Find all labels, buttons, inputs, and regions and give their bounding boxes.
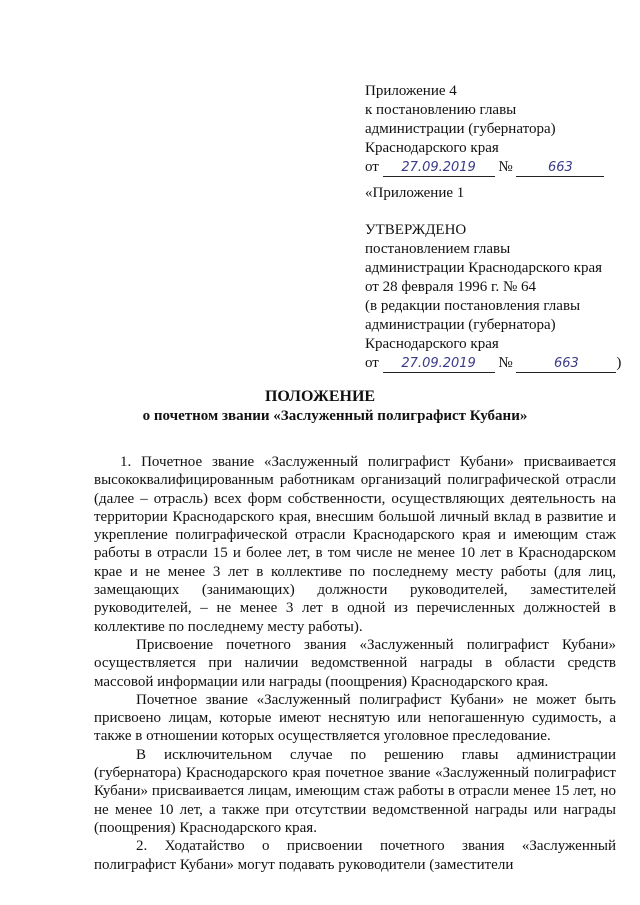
- appendix-header: [365, 82, 604, 177]
- document-title: ПОЛОЖЕНИЕ: [264, 388, 376, 405]
- approved-from-label: от: [365, 355, 379, 371]
- approval-block: [365, 221, 621, 373]
- paragraph-1: 1. Почетное звание «Заслуженный полиграфист Кубани» присваивается высококвалифицированным работникам организаций полиграфической отрасли (далее – отрасль) всех форм собственности, осуществляющих деятельность на территории Краснодарского края, внесшим большой личный вклад в развитие и укрепление полиграфической отрасли Краснодарского края и имеющим стаж работы в отрасли 15 и более лет, в том числе не менее 10 лет в Краснодарском крае и не менее 3 лет в коллективе по последнему месту работы (для лиц, замещающих (занимающих) должности руководителей, заместителей руководителей, – не менее 3 лет в одной из перечисленных должностей в коллективе по последнему месту работы).: [94, 454, 616, 635]
- handwritten-number: 663: [516, 160, 604, 177]
- appendix-number: Приложение 4: [365, 83, 457, 99]
- approved-line1: постановлением главы: [365, 241, 511, 257]
- paragraph-3: Почетное звание «Заслуженный полиграфист Кубани» не может быть присвоено лицам, которые имеют неснятую или непогашенную судимость, а также в отношении которых осуществляется уголовное преследование.: [94, 691, 616, 745]
- number-label: №: [498, 159, 513, 175]
- administration: администрации (губернатора): [365, 121, 556, 137]
- date-number-line: [365, 158, 604, 177]
- document-body: [94, 453, 616, 874]
- paragraph-4: В исключительном случае по решению главы администрации (губернатора) Краснодарского края почетное звание «Заслуженный полиграфист Кубани» присваивается лицам, имеющим стаж работы в отрасли менее 15 лет, но не менее 10 лет, а также при отсутствии ведомственной награды или награды (поощрения) Краснодарского края.: [94, 746, 616, 836]
- approved-handwritten-date: 27.09.2019: [383, 356, 495, 373]
- approved-line5: администрации (губернатора): [365, 317, 556, 333]
- approved-title: УТВЕРЖДЕНО: [365, 222, 467, 238]
- approved-line6: Краснодарского края: [365, 336, 499, 352]
- region: Краснодарского края: [365, 140, 499, 156]
- approved-closing-paren: ): [616, 355, 622, 371]
- paragraph-5: 2. Ходатайство о присвоении почетного звания «Заслуженный полиграфист Кубани» могут подавать руководители (заместители: [94, 838, 616, 873]
- approved-date-number-line: [365, 354, 621, 373]
- document-subtitle: о почетном звании «Заслуженный полиграфист Кубани»: [142, 408, 528, 424]
- approved-line2: администрации Краснодарского края: [365, 260, 603, 276]
- appendix1-label: «Приложение 1: [365, 185, 465, 201]
- approved-line4: (в редакции постановления главы: [365, 298, 581, 314]
- approved-number-label: №: [498, 355, 513, 371]
- handwritten-date: 27.09.2019: [383, 160, 495, 177]
- from-label: от: [365, 159, 379, 175]
- paragraph-2: Присвоение почетного звания «Заслуженный полиграфист Кубани» осуществляется при наличии ведомственной награды в области средств массовой информации или награды (поощрения) Краснодарского края.: [94, 636, 616, 690]
- approved-handwritten-number: 663: [516, 356, 616, 373]
- approved-line3: от 28 февраля 1996 г. № 64: [365, 279, 537, 295]
- to-resolution: к постановлению главы: [365, 102, 517, 118]
